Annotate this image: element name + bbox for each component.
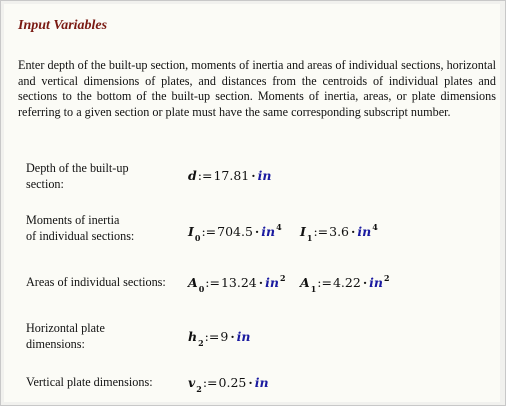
unit: in bbox=[261, 224, 276, 239]
assign-operator: := bbox=[205, 275, 220, 290]
unit: in bbox=[265, 275, 279, 290]
depth-label bbox=[26, 161, 129, 192]
variable-subscript: 1 bbox=[306, 233, 313, 243]
variable-name: A bbox=[188, 275, 198, 290]
unit-exponent: 2 bbox=[384, 273, 390, 283]
areas-label-line1: Areas of individual sections: bbox=[26, 275, 166, 289]
vertical-plate-label-line1: Vertical plate dimensions: bbox=[26, 375, 153, 389]
worksheet-region bbox=[4, 4, 500, 402]
areas-label bbox=[26, 275, 166, 291]
moments-label-line2: of individual sections: bbox=[26, 228, 135, 243]
variable-value: 4.22 bbox=[332, 275, 361, 290]
variable-subscript: 2 bbox=[196, 384, 202, 394]
area-1-equation[interactable] bbox=[300, 273, 390, 294]
vertical-plate-equation[interactable] bbox=[188, 375, 269, 394]
variable-subscript: 2 bbox=[198, 338, 204, 348]
horizontal-plate-label bbox=[26, 321, 105, 352]
inertia-1-equation[interactable] bbox=[300, 222, 378, 243]
multiply-dot: · bbox=[351, 224, 356, 239]
unit: in bbox=[369, 275, 384, 290]
variable-value: 9 bbox=[220, 329, 229, 344]
assign-operator: := bbox=[201, 224, 217, 239]
assign-operator: := bbox=[317, 275, 332, 290]
assign-operator: := bbox=[202, 375, 218, 390]
unit: in bbox=[357, 224, 372, 239]
depth-label-line2: section: bbox=[26, 176, 64, 191]
moments-label bbox=[26, 213, 134, 244]
variable-value: 704.5 bbox=[217, 224, 253, 239]
variable-name: I bbox=[188, 224, 194, 239]
unit: in bbox=[254, 375, 269, 390]
horizontal-plate-equation[interactable] bbox=[188, 329, 251, 348]
multiply-dot: · bbox=[362, 275, 368, 290]
multiply-dot: · bbox=[254, 224, 260, 239]
unit-exponent: 4 bbox=[372, 222, 378, 232]
variable-name: d bbox=[188, 168, 197, 183]
multiply-dot: · bbox=[248, 375, 253, 390]
multiply-dot: · bbox=[251, 168, 256, 183]
variable-name: A bbox=[300, 275, 310, 290]
vertical-plate-label bbox=[26, 375, 153, 391]
variable-value: 17.81 bbox=[213, 168, 250, 183]
variable-value: 3.6 bbox=[329, 224, 350, 239]
unit-exponent: 4 bbox=[276, 222, 282, 232]
multiply-dot: · bbox=[258, 275, 264, 290]
variable-value: 0.25 bbox=[218, 375, 247, 390]
assign-operator: := bbox=[313, 224, 329, 239]
variable-name: I bbox=[300, 224, 306, 239]
horizontal-plate-label-line1: Horizontal plate bbox=[26, 321, 105, 335]
unit: in bbox=[257, 168, 272, 183]
unit: in bbox=[236, 329, 251, 344]
inertia-0-equation[interactable] bbox=[188, 222, 282, 243]
variable-subscript: 0 bbox=[198, 284, 205, 294]
area-0-equation[interactable] bbox=[188, 273, 286, 294]
variable-name: v bbox=[188, 375, 196, 390]
section-title: Input Variables bbox=[18, 18, 108, 33]
variable-subscript: 1 bbox=[310, 284, 317, 294]
depth-equation[interactable] bbox=[188, 168, 271, 183]
instructions-text: Enter depth of the built-up section, moments of inertia and areas of individual sections, horizontal and vertical dimensions of plates, and distances from the centroids of individual plates and sections to the bottom of the built-up section. Moments of inertia, areas, or plate dimensions referring to a given section or plate must have the same corresponding subscript number. bbox=[18, 58, 496, 119]
moments-label-line1: Moments of inertia bbox=[26, 213, 120, 227]
unit-exponent: 2 bbox=[279, 273, 286, 283]
assign-operator: := bbox=[197, 168, 213, 183]
variable-subscript: 0 bbox=[194, 233, 201, 243]
horizontal-plate-label-line2: dimensions: bbox=[26, 336, 85, 351]
multiply-dot: · bbox=[230, 329, 235, 344]
variable-name: h bbox=[188, 329, 198, 344]
depth-label-line1: Depth of the built-up bbox=[26, 161, 129, 175]
variable-value: 13.24 bbox=[220, 275, 257, 290]
assign-operator: := bbox=[204, 329, 220, 344]
